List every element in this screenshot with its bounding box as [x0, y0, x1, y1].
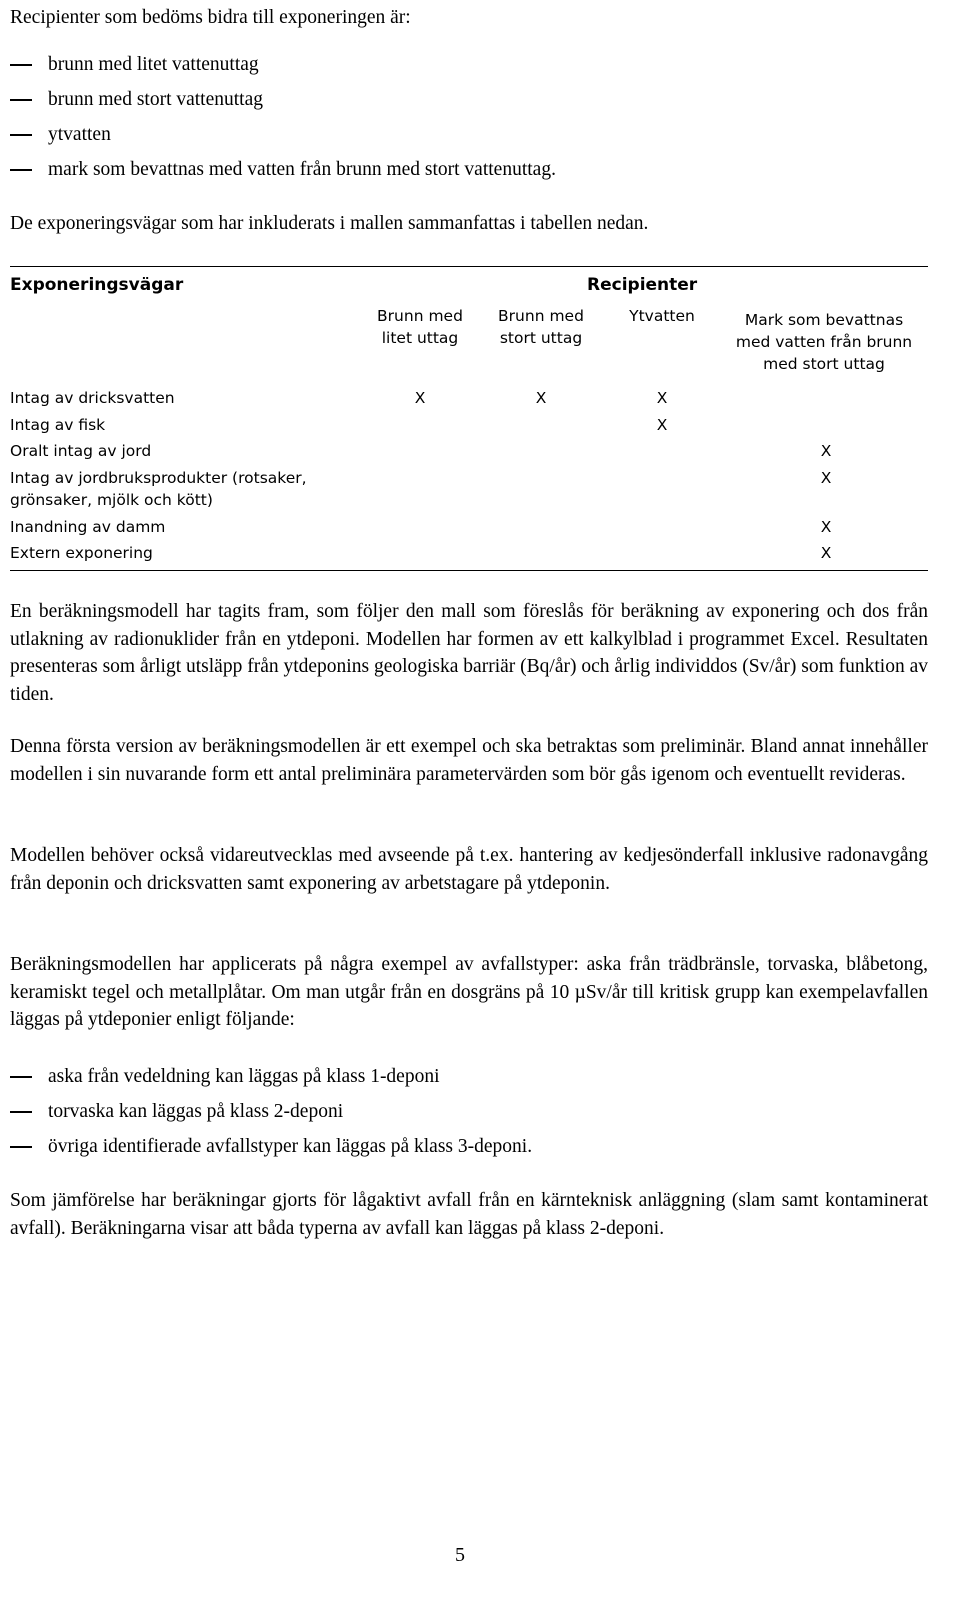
- recipient-list: [10, 47, 556, 187]
- list-item: aska från vedeldning kan läggas på klass 1-deponi: [48, 1066, 440, 1087]
- x-mark: X: [820, 518, 832, 536]
- x-mark: X: [656, 389, 668, 407]
- x-mark: X: [535, 389, 547, 407]
- column-header: Brunn med litet uttag: [377, 307, 463, 347]
- exposure-table: [10, 266, 928, 571]
- deponi-list: [10, 1059, 532, 1164]
- table-row-label: Oralt intag av jord: [10, 442, 152, 460]
- intro-text: Recipienter som bedöms bidra till exponeringen är:: [10, 7, 411, 28]
- table-row-label: Inandning av damm: [10, 518, 166, 536]
- table-row-label: Intag av jordbruksprodukter (rotsaker, grönsaker, mjölk och kött): [10, 469, 307, 509]
- x-mark: X: [820, 442, 832, 460]
- list-item: torvaska kan läggas på klass 2-deponi: [48, 1101, 344, 1122]
- column-header: Mark som bevattnas med vatten från brunn med stort uttag: [735, 311, 913, 373]
- x-mark: X: [820, 469, 832, 487]
- page-number: 5: [455, 1544, 465, 1566]
- x-mark: X: [820, 544, 832, 562]
- x-mark: X: [414, 389, 426, 407]
- table-row-label: Intag av dricksvatten: [10, 389, 175, 407]
- row-header: Exponeringsvägar: [10, 275, 184, 295]
- list-item: mark som bevattnas med vatten från brunn med stort vattenuttag.: [48, 159, 556, 180]
- x-mark: X: [656, 416, 668, 434]
- table-intro: De exponeringsvägar som har inkluderats i mallen sammanfattas i tabellen nedan.: [10, 213, 649, 234]
- column-header: Ytvatten: [629, 307, 695, 325]
- table-row-label: Extern exponering: [10, 544, 153, 562]
- list-item: brunn med litet vattenuttag: [48, 54, 259, 75]
- list-item: övriga identifierade avfallstyper kan läggas på klass 3-deponi.: [48, 1136, 533, 1157]
- list-item: ytvatten: [48, 124, 111, 145]
- group-header: Recipienter: [587, 275, 698, 295]
- paragraph: Modellen behöver också vidareutvecklas med avseende på t.ex. hantering av kedjesönderfall inklusive radonavgång från deponin och dricksvatten samt exponering av arbetstagare på ytdeponin.: [10, 845, 928, 894]
- table-row-label: Intag av fisk: [10, 416, 106, 434]
- paragraph: Denna första version av beräkningsmodellen är ett exempel och ska betraktas som preliminär. Bland annat innehåller modellen i sin nuvarande form ett antal preliminära parametervärden som bör gås igenom och eventuellt revideras.: [10, 736, 928, 785]
- column-header: Brunn med stort uttag: [498, 307, 584, 347]
- closing-paragraph: Som jämförelse har beräkningar gjorts för lågaktivt avfall från en kärnteknisk anläggning (slam samt kontaminerat avfall). Beräkningarna visar att båda typerna av avfall kan läggas på klass 2-deponi.: [10, 1190, 928, 1239]
- list-item: brunn med stort vattenuttag: [48, 89, 263, 110]
- paragraph: En beräkningsmodell har tagits fram, som följer den mall som föreslås för beräkning av exponering och dos från utlakning av radionuklider från en ytdeponi. Modellen har formen av ett kalkylblad i programmet Excel. Resultaten presenteras som årligt utsläpp från ytdeponins geologiska barriär (Bq/år) och årlig individdos (Sv/år) som funktion av tiden.: [10, 601, 928, 705]
- paragraph: Beräkningsmodellen har applicerats på några exempel av avfallstyper: aska från trädbränsle, torvaska, blåbetong, keramiskt tegel och metallplåtar. Om man utgår från en dosgräns på 10 µSv/år till kritisk grupp kan exempelavfallen läggas på ytdeponier enligt följande:: [10, 954, 928, 1030]
